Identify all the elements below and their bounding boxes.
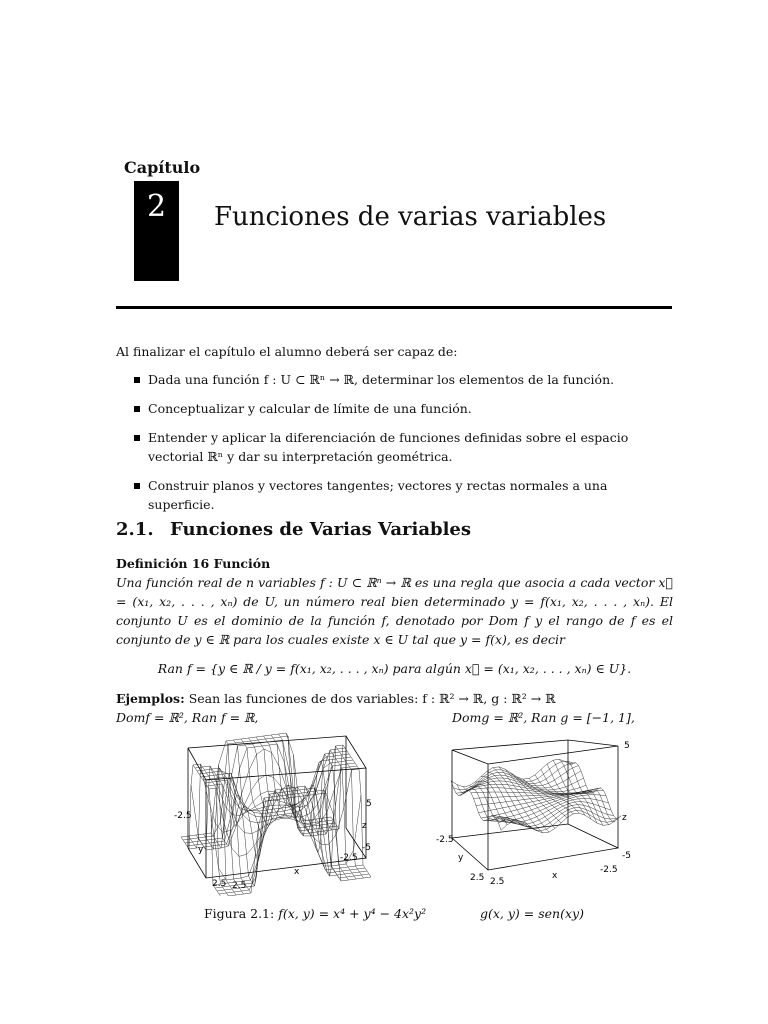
y-axis-label: y — [198, 845, 204, 855]
surface-plot-f — [166, 728, 400, 896]
mesh-line — [181, 733, 331, 837]
x-axis-label: x — [294, 867, 300, 877]
mesh-line — [553, 760, 603, 825]
title-rule — [116, 306, 672, 309]
mesh-line — [205, 763, 355, 823]
mesh-line — [475, 781, 525, 824]
objectives-list — [132, 370, 672, 524]
z-min-label: -5 — [622, 851, 631, 861]
mesh-line — [517, 777, 567, 818]
y-axis-label: y — [458, 853, 464, 863]
chapter-number-box — [134, 181, 179, 281]
section-title: Funciones de Varias Variables — [170, 519, 472, 540]
z-axis-label: z — [622, 813, 627, 823]
g-formula: g(x, y) = sen(xy) — [480, 906, 584, 921]
x-max-label: -2.5 — [340, 853, 358, 863]
examples-text: Sean las funciones de dos variables: f : ℝ² → ℝ, g : ℝ² → ℝ — [184, 691, 556, 706]
mesh-line — [241, 739, 281, 825]
mesh-line — [195, 748, 345, 815]
objective-item: Construir planos y vectores tangentes; vectores y rectas normales a una superficie. — [132, 476, 672, 514]
z-max-label: 5 — [366, 799, 372, 809]
x-axis-label: x — [552, 871, 558, 881]
definition-heading: Definición 16 Función — [116, 556, 271, 571]
x-max-label: -2.5 — [600, 865, 618, 875]
chapter-label: Capítulo — [124, 158, 201, 177]
y-min-label: -2.5 — [174, 811, 192, 821]
domain-f: Domf = ℝ², Ran f = ℝ, — [116, 710, 259, 725]
mesh-line — [565, 761, 615, 821]
section-number: 2.1. — [116, 519, 154, 540]
mesh-line — [193, 745, 343, 832]
y-max-label: 2.5 — [212, 879, 227, 889]
mesh-line — [219, 765, 259, 886]
x-min-label: 2.5 — [232, 881, 247, 891]
surface-plot-g — [428, 728, 638, 896]
range-formula: Ran f = {y ∈ ℝ / y = f(x₁, x₂, . . . , xₙ) para algún x⃗ = (x₁, x₂, . . . , xₙ) ∈ U}. — [157, 661, 632, 676]
figure-label: Figura 2.1: — [204, 906, 279, 921]
chapter-number: 2 — [146, 189, 167, 224]
domain-g: Domg = ℝ², Ran g = [−1, 1], — [452, 710, 635, 725]
surface-mesh — [451, 759, 621, 833]
z-max-label: 5 — [624, 741, 630, 751]
mesh-line — [201, 757, 351, 813]
chapter-title: Funciones de varias variables — [214, 202, 607, 232]
objective-item: Conceptualizar y calcular de límite de una función. — [132, 399, 672, 418]
y-max-label: 2.5 — [470, 873, 485, 883]
examples-label: Ejemplos: — [116, 691, 185, 706]
z-min-label: -5 — [362, 843, 371, 853]
surface-mesh — [181, 733, 371, 896]
objective-item: Entender y aplicar la diferenciación de funciones definidas sobre el espacio vectorial ℝⁿ y dar su interpretación geométrica. — [132, 428, 672, 466]
z-axis-label: z — [362, 821, 367, 831]
f-formula: f(x, y) = x⁴ + y⁴ − 4x²y² — [278, 906, 427, 921]
y-min-label: -2.5 — [436, 835, 454, 845]
definition-body: Una función real de n variables f : U ⊂ ℝⁿ → ℝ es una regla que asocia a cada vector x⃗ = (x₁, x₂, . . . , xₙ) de U, un número real bien determinado y = f(x₁, x₂, . . . , xₙ). El conjunto U es el dominio de la función f, denotado por Dom f y el rango de f es el conjunto de y ∈ ℝ para los cuales existe x ∈ U tal que y = f(x), es decir — [116, 575, 673, 647]
examples-line — [116, 691, 556, 706]
section-heading — [116, 519, 471, 540]
x-min-label: 2.5 — [490, 877, 505, 887]
objective-item: Dada una función f : U ⊂ ℝⁿ → ℝ, determinar los elementos de la función. — [132, 370, 672, 389]
mesh-line — [226, 741, 266, 860]
figure-caption — [204, 906, 426, 921]
objectives-intro: Al finalizar el capítulo el alumno deberá ser capaz de: — [116, 344, 458, 359]
